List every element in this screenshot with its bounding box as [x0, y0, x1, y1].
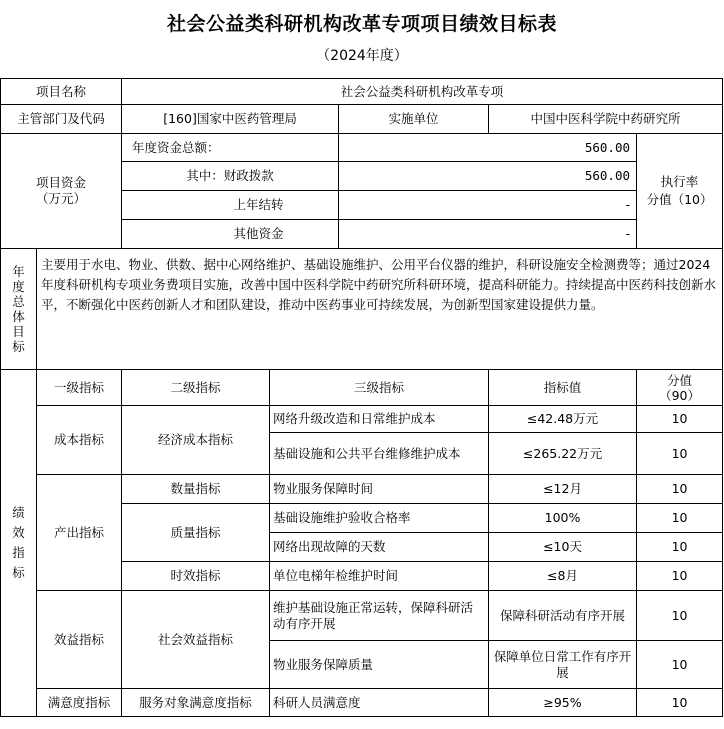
header-score: 分值 （90）	[637, 370, 723, 406]
benefit-row-1-value: 保障科研活动有序开展	[489, 591, 637, 641]
benefit-row-2-score: 10	[637, 641, 723, 689]
table-row	[1, 591, 723, 641]
output-quality-row-1-score: 10	[637, 504, 723, 533]
satisfaction-level2: 服务对象满意度指标	[122, 689, 270, 717]
benefit-row-1-name: 维护基础设施正常运转，保障科研活动有序开展	[270, 591, 489, 641]
cost-row-2-name: 基础设施和公共平台维修维护成本	[270, 433, 489, 475]
benefit-row-1-score: 10	[637, 591, 723, 641]
output-quality-row-2-score: 10	[637, 533, 723, 562]
output-quantity-row-1-score: 10	[637, 475, 723, 504]
table-title: 社会公益类科研机构改革专项项目绩效目标表	[166, 13, 557, 35]
header-level3: 三级指标	[270, 370, 489, 406]
output-time-row-1-name: 单位电梯年检维护时间	[270, 562, 489, 591]
funds-carryover-value: -	[339, 191, 637, 220]
benefit-row-2-name: 物业服务保障质量	[270, 641, 489, 689]
funds-label: 项目资金 （万元）	[1, 134, 122, 249]
year-label: （2024年度）	[316, 48, 408, 64]
objective-label: 年 度 总 体 目 标	[1, 249, 37, 370]
funds-fiscal-value: 560.00	[339, 162, 637, 191]
output-quality-row-1-name: 基础设施维护验收合格率	[270, 504, 489, 533]
header-level1: 一级指标	[37, 370, 122, 406]
funds-fiscal-label: 其中：财政拨款	[122, 162, 339, 191]
funds-other-value: -	[339, 220, 637, 249]
satisfaction-row-1-value: ≥95%	[489, 689, 637, 717]
funds-total-value: 560.00	[339, 134, 637, 162]
project-name-label: 项目名称	[1, 79, 122, 105]
table-row	[1, 406, 723, 433]
impl-value: 中国中医科学院中药研究所	[489, 105, 723, 134]
cost-row-2-value: ≤265.22万元	[489, 433, 637, 475]
output-quantity-label: 数量指标	[122, 475, 270, 504]
project-name-value: 社会公益类科研机构改革专项	[122, 79, 723, 105]
cost-row-2-score: 10	[637, 433, 723, 475]
output-time-row-1-value: ≤8月	[489, 562, 637, 591]
impl-label: 实施单位	[339, 105, 489, 134]
cost-level2: 经济成本指标	[122, 406, 270, 475]
benefit-level1: 效益指标	[37, 591, 122, 689]
objective-text: 主要用于水电、物业、供数、据中心网络维护、基础设施维护、公用平台仪器的维护，科研设施安全检测费等；通过2024年度科研机构专项业务费项目实施，改善中国中医科学院中药研究所科研环境，提高科研能力。持续提高中医药科技创新水平，不断强化中医药创新人才和团队建设，推动中医药事业可持续发展，为创新型国家建设提供力量。	[37, 249, 723, 370]
satisfaction-level1: 满意度指标	[37, 689, 122, 717]
cost-row-1-value: ≤42.48万元	[489, 406, 637, 433]
funds-total-label: 年度资金总额：	[122, 134, 339, 162]
output-quantity-row-1-value: ≤12月	[489, 475, 637, 504]
indicators-section-label: 绩 效 指 标	[1, 370, 37, 717]
output-time-row-1-score: 10	[637, 562, 723, 591]
performance-target-table	[0, 78, 723, 717]
output-quality-label: 质量指标	[122, 504, 270, 562]
cost-level1: 成本指标	[37, 406, 122, 475]
table-row	[1, 689, 723, 717]
satisfaction-row-1-score: 10	[637, 689, 723, 717]
header-value: 指标值	[489, 370, 637, 406]
benefit-row-2-value: 保障单位日常工作有序开展	[489, 641, 637, 689]
dept-label: 主管部门及代码	[1, 105, 122, 134]
cost-row-1-name: 网络升级改造和日常维护成本	[270, 406, 489, 433]
benefit-level2: 社会效益指标	[122, 591, 270, 689]
header-level2: 二级指标	[122, 370, 270, 406]
output-quality-row-2-value: ≤10天	[489, 533, 637, 562]
exec-rate-label: 执行率 分值（10）	[637, 134, 723, 249]
output-quantity-row-1-name: 物业服务保障时间	[270, 475, 489, 504]
output-quality-row-2-name: 网络出现故障的天数	[270, 533, 489, 562]
funds-carryover-label: 上年结转	[122, 191, 339, 220]
cost-row-1-score: 10	[637, 406, 723, 433]
funds-other-label: 其他资金	[122, 220, 339, 249]
dept-value: [160]国家中医药管理局	[122, 105, 339, 134]
output-quality-row-1-value: 100%	[489, 504, 637, 533]
satisfaction-row-1-name: 科研人员满意度	[270, 689, 489, 717]
output-level1: 产出指标	[37, 475, 122, 591]
table-row	[1, 475, 723, 504]
output-time-label: 时效指标	[122, 562, 270, 591]
